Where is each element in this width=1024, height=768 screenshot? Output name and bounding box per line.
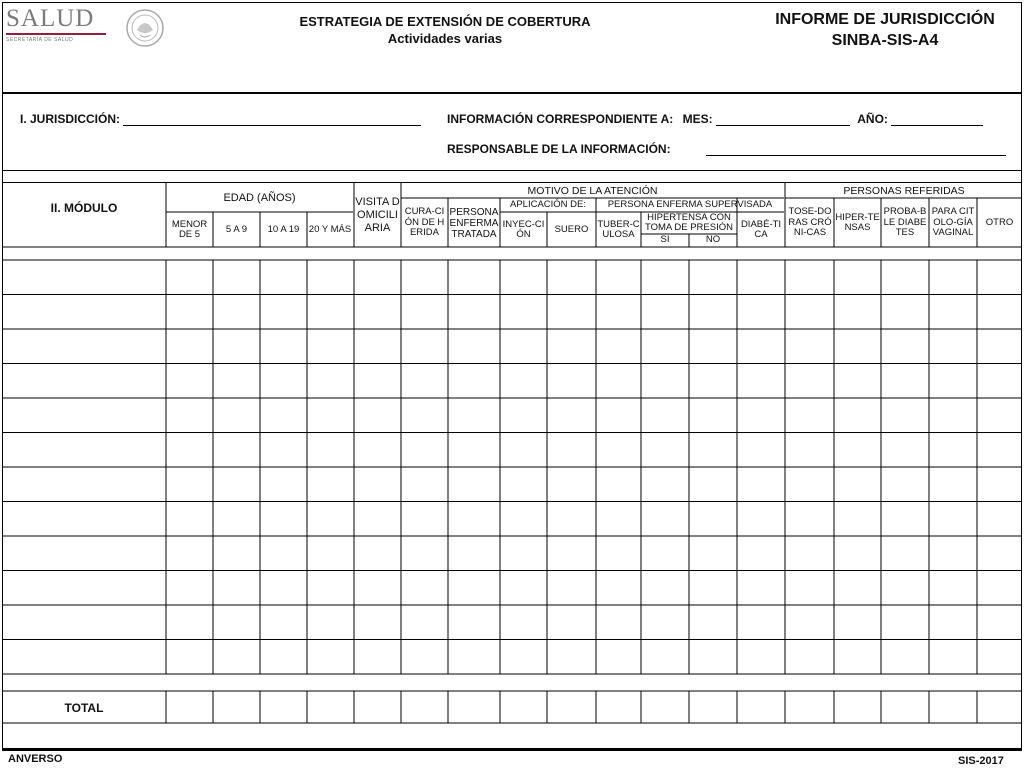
age-under-5: MENOR DE 5 [171,218,208,240]
reason-group-header: MOTIVO DE LA ATENCIÓN [527,184,658,197]
supervised-group-header: PERSONA ENFERMA SUPERVISADA [607,198,773,210]
report-title: INFORME DE JURISDICCIÓN [775,11,995,28]
strategy-title: ESTRATEGIA DE EXTENSIÓN DE COBERTURA [299,14,591,29]
month-label: MES: [682,112,713,126]
logo-subtext: SECRETARÍA DE SALUD [6,37,74,43]
other-header: OTRO [985,216,1014,228]
probable-diabetes-header: PROBA-BLE DIABE TES [883,206,927,239]
footer-left: ANVERSO [8,753,63,765]
report-code: SINBA-SIS-A4 [831,32,939,49]
logo-text: SALUD [6,5,95,32]
wound-care-header: CURA-CIÓN DE HERIDA [404,206,445,239]
referred-group-header: PERSONAS REFERIDAS [843,184,965,197]
hypertensive-no-header: NO [705,234,721,246]
pap-smear-header: PARA CITOLO-GÍA VAGINAL [931,206,975,239]
year-label: AÑO: [857,112,888,126]
serum-header: SUERO [554,223,589,235]
hypertensive-header: HIPERTENSA CON TOMA DE PRESIÓN [645,211,733,233]
age-group-header: EDAD (AÑOS) [223,191,296,204]
injection-header: INYEC-CIÓN [502,218,545,240]
jurisdiction-label: I. JURISDICCIÓN: [20,112,121,126]
home-visit-header: VISITA DOMICILIARIA [355,195,400,234]
period-label: INFORMACIÓN CORRESPONDIENTE A: [447,112,674,126]
diabetic-header: DIABÉ-TICA [740,218,782,240]
responsible-label: RESPONSABLE DE LA INFORMACIÓN: [447,142,671,156]
hypertensive-referred-header: HIPER-TENSAS [835,211,880,233]
footer-right: SIS-2017 [958,755,1004,767]
hypertensive-si-header: SI [660,234,670,246]
chronic-cough-header: TOSE-DORAS CRÓNI-CAS [788,206,832,239]
tuberculosis-header: TUBER-CULOSA [597,218,640,240]
age-20-plus: 20 Y MÁS [308,223,352,235]
age-10-19: 10 A 19 [267,223,300,235]
strategy-subtitle: Actividades varias [387,31,503,46]
age-5-9: 5 A 9 [225,223,248,235]
total-label: TOTAL [64,701,104,715]
module-header: II. MÓDULO [50,201,118,215]
sick-treated-header: PERSONA ENFERMA TRATADA [449,206,499,240]
application-group-header: APLICACIÓN DE: [509,198,587,210]
